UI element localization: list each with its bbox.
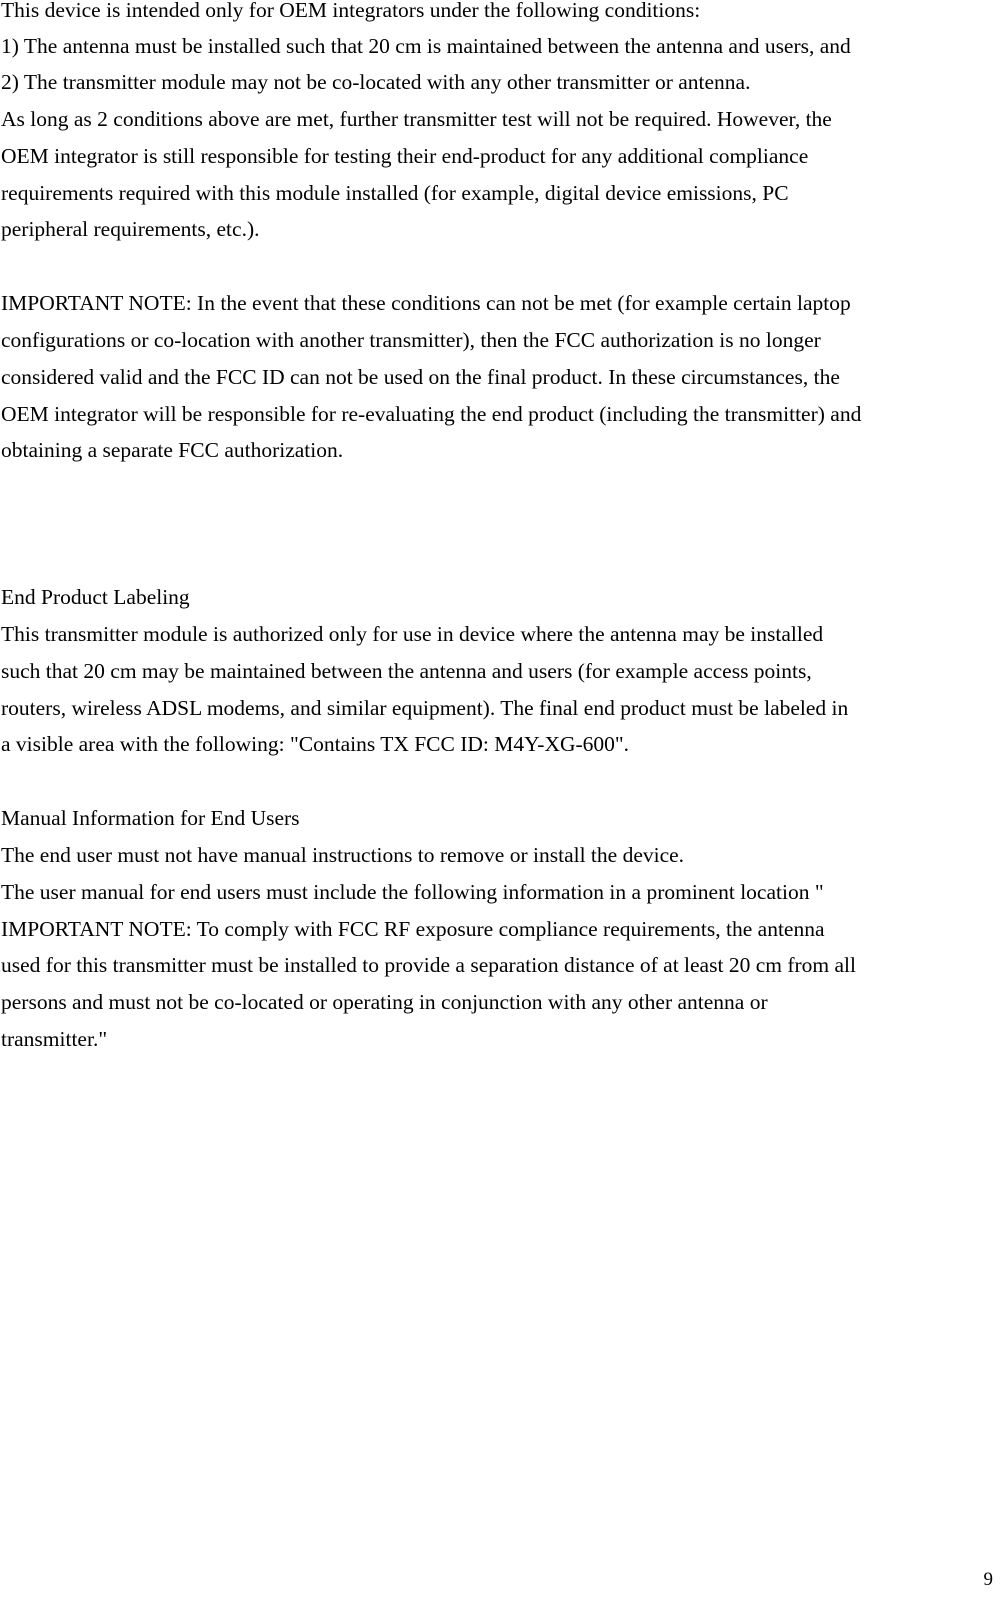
end-product-labeling-line: a visible area with the following: "Contains TX FCC ID: M4Y-XG-600". [1,732,630,756]
page-number: 9 [983,1569,993,1590]
intro-line: As long as 2 conditions above are met, further transmitter test will not be required. However, the [1,107,832,131]
intro-line: 1) The antenna must be installed such that 20 cm is maintained between the antenna and users, and [1,34,851,58]
important-note-line: obtaining a separate FCC authorization. [1,438,344,462]
end-product-labeling-line: such that 20 cm may be maintained between the antenna and users (for example access points, [1,659,812,683]
important-note-line: OEM integrator will be responsible for re-evaluating the end product (including the transmitter) and [1,402,862,426]
manual-information-line: IMPORTANT NOTE: To comply with FCC RF exposure compliance requirements, the antenna [1,917,825,941]
manual-information-line: The end user must not have manual instructions to remove or install the device. [1,843,685,867]
intro-line: 2) The transmitter module may not be co-located with any other transmitter or antenna. [1,70,751,94]
important-note-line: considered valid and the FCC ID can not be used on the final product. In these circumstances, the [1,365,840,389]
end-product-labeling-line: This transmitter module is authorized only for use in device where the antenna may be installed [1,622,824,646]
important-note-line: IMPORTANT NOTE: In the event that these conditions can not be met (for example certain laptop [1,291,851,315]
manual-information-heading: Manual Information for End Users [1,806,300,830]
important-note-line: configurations or co-location with another transmitter), then the FCC authorization is no longer [1,328,821,352]
intro-line: requirements required with this module installed (for example, digital device emissions, PC [1,181,789,205]
manual-information-line: persons and must not be co-located or operating in conjunction with any other antenna or [1,990,768,1014]
manual-information-line: The user manual for end users must include the following information in a prominent location " [1,880,824,904]
intro-line: This device is intended only for OEM integrators under the following conditions: [1,0,701,22]
end-product-labeling-heading: End Product Labeling [1,585,190,609]
manual-information-line: transmitter." [1,1027,108,1051]
end-product-labeling-line: routers, wireless ADSL modems, and similar equipment). The final end product must be labeled in [1,696,849,720]
intro-line: peripheral requirements, etc.). [1,217,260,241]
manual-information-line: used for this transmitter must be installed to provide a separation distance of at least 20 cm from all [1,953,856,977]
intro-line: OEM integrator is still responsible for testing their end-product for any additional compliance [1,144,809,168]
